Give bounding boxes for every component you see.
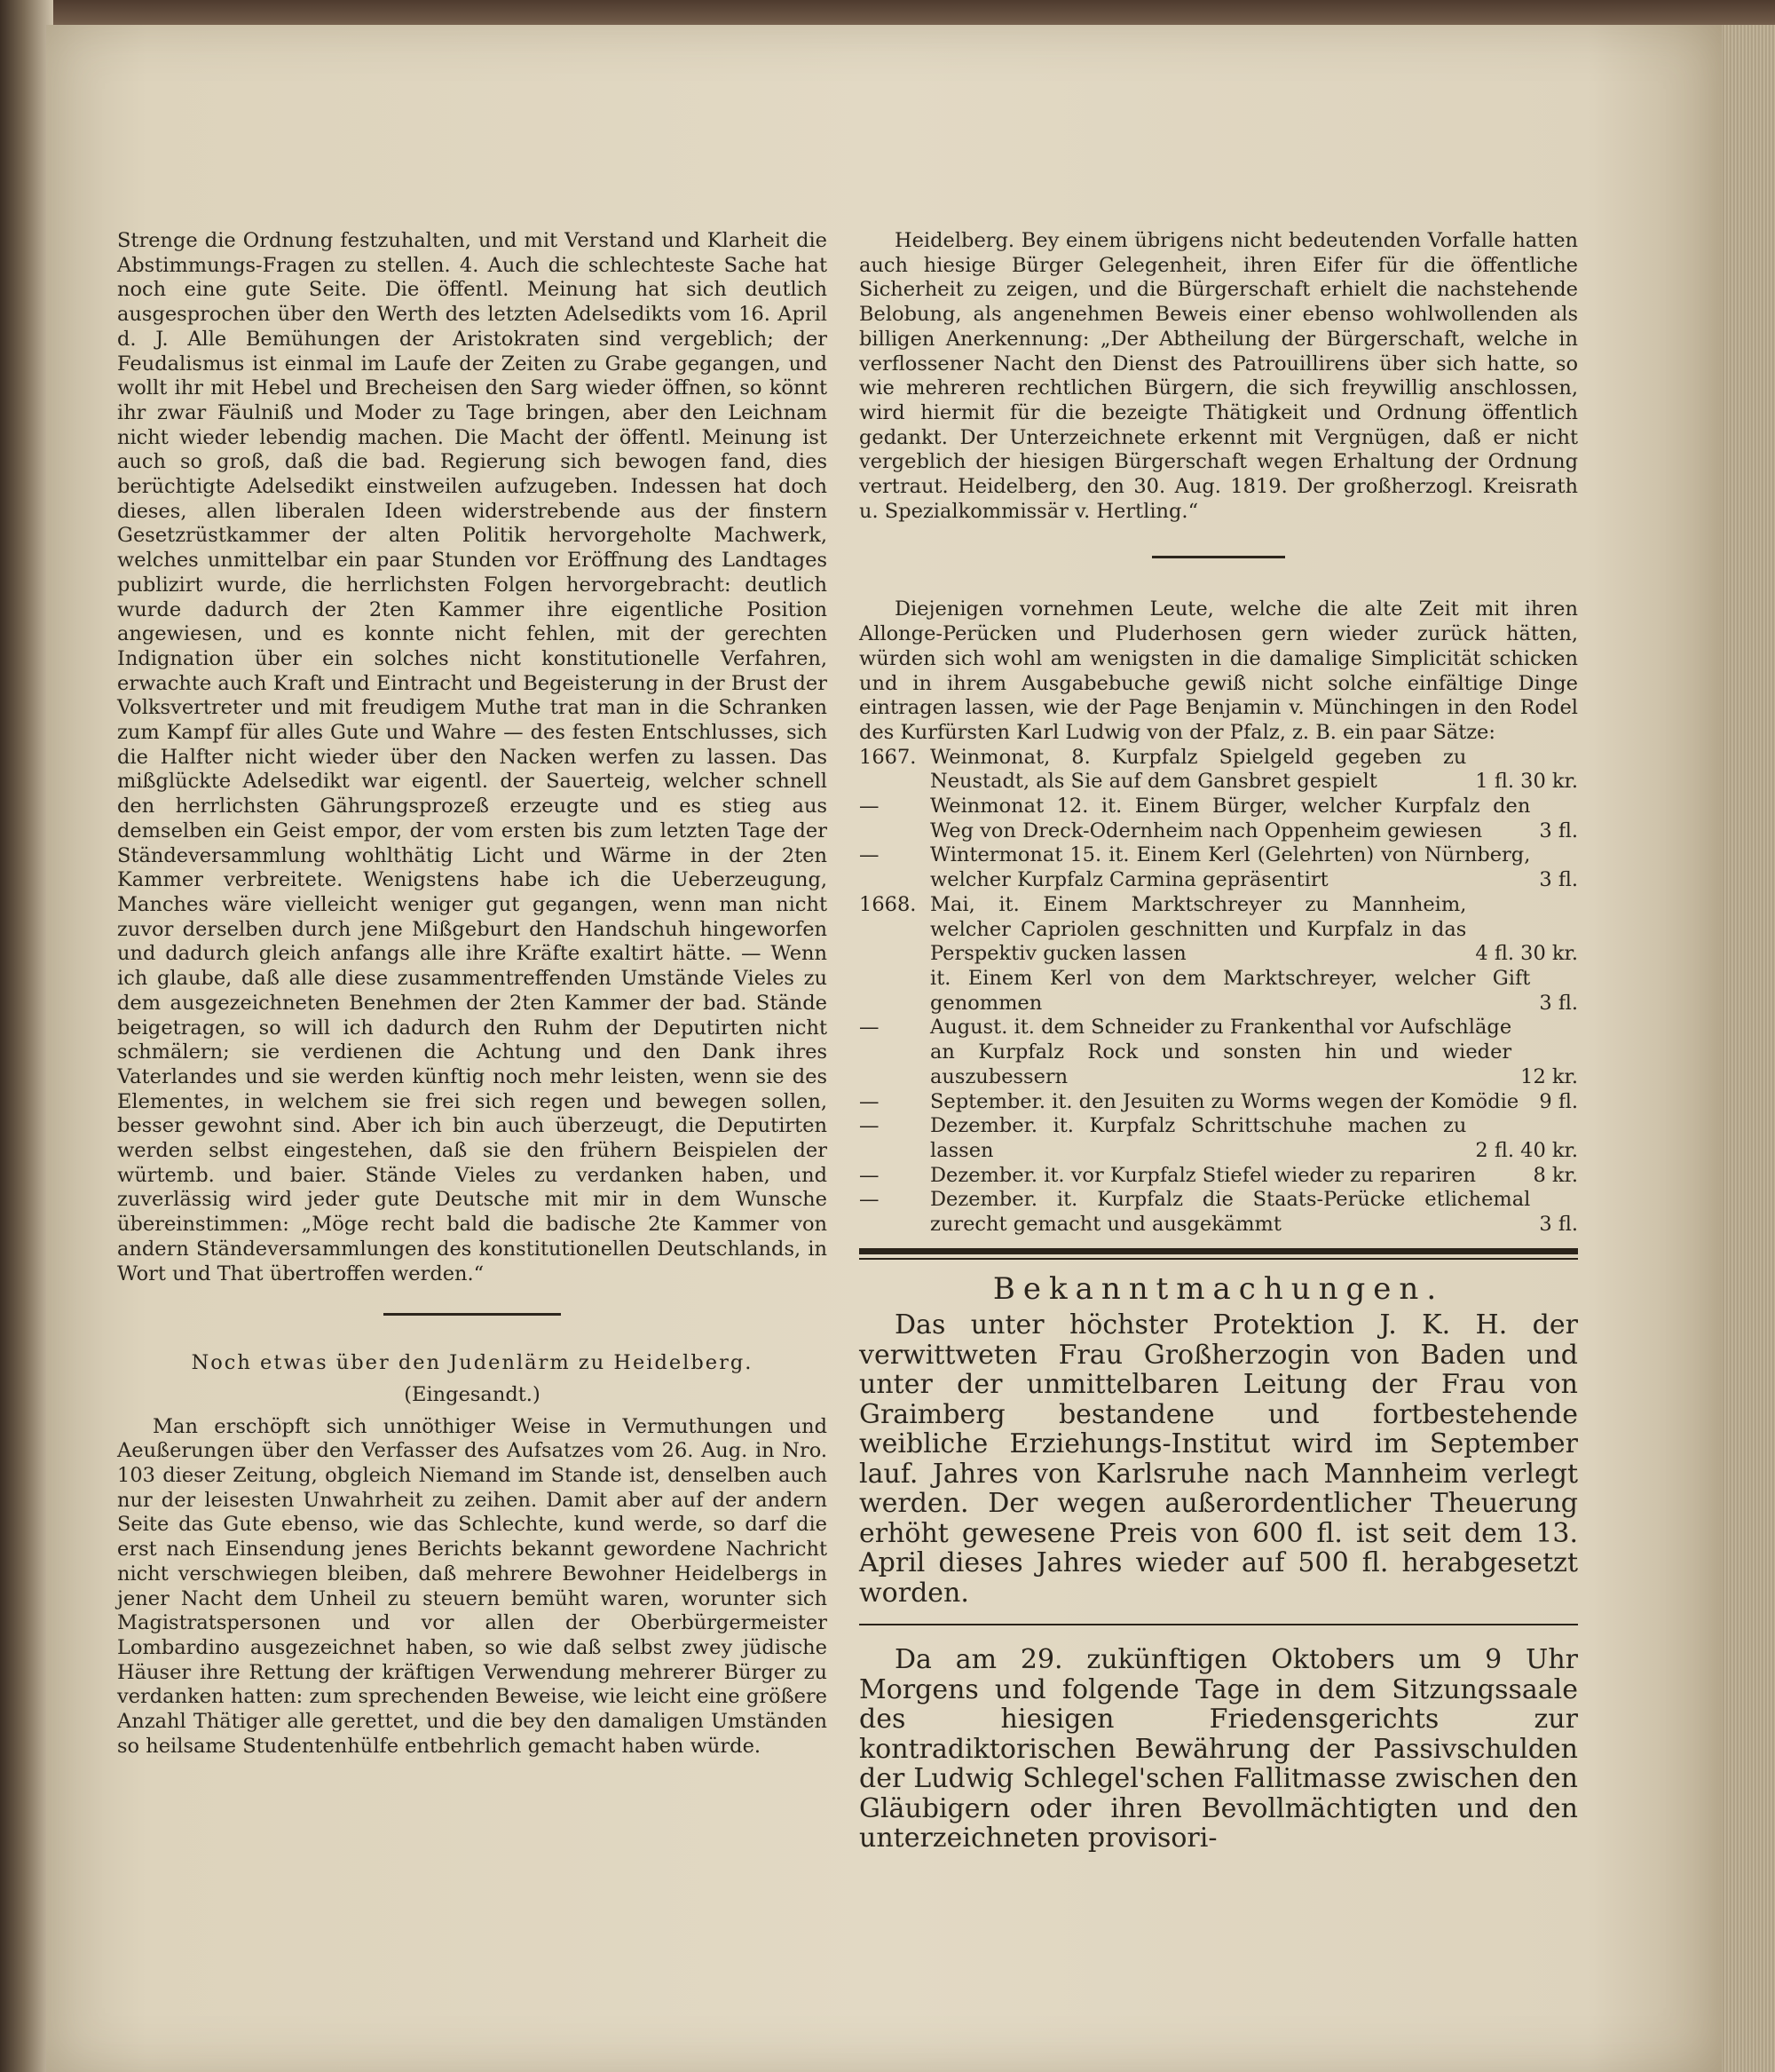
ledger-entry <box>859 746 1578 795</box>
ledger-price: 8 kr. <box>1533 1163 1578 1187</box>
ledger-lead: — <box>859 1016 880 1040</box>
section-divider <box>1152 556 1285 558</box>
ledger-lead: — <box>859 1188 880 1212</box>
ledger-entry <box>859 1164 1578 1189</box>
ledger-entry <box>859 967 1578 1016</box>
section-divider <box>383 1313 561 1316</box>
ledger-lead: — <box>859 795 880 819</box>
left-paragraph-2: Man erschöpft sich unnöthiger Weise in Vermuthungen und Aeußerungen über den Verfasser des Aufsatzes vom 26. Aug. in Nro. 103 dieser Zeitung, obgleich Niemand im Stande ist, denselben auch nur der leisesten Unwahrheit zu zeihen. Damit aber auf der andern Seite das Gute ebenso, wie das Schlechte, kund werde, so darf die erst nach Einsendung jenes Berichts bekannt gewordene Nachricht nicht verschwiegen bleiben, daß mehrere Bewohner Heidelbergs in jener Nacht dem Unheil zu steuern bemüht waren, worunter sich Magistratspersonen und vor allen der Oberbürgermeister Lombardino ausgezeichnet haben, so wie daß selbst zwey jüdische Häuser ihre Rettung der kräftigen Verwendung mehrerer Bürger zu verdanken hatten: zum sprechenden Beweise, wie leicht eine größere Anzahl Thätiger alle gerettet, und die bey den damaligen Umständen so heilsame Studentenhülfe entbehrlich gemacht haben würde. <box>117 1414 827 1758</box>
ledger-entry <box>859 795 1578 843</box>
ledger-price: 12 kr. <box>1520 1064 1578 1088</box>
announcements-heading: Bekanntmachungen. <box>992 1270 1445 1307</box>
ledger-price: 3 fl. <box>1539 819 1578 842</box>
ledger-text: it. Einem Kerl von dem Marktschreyer, welcher Gift genommen <box>930 966 1531 1015</box>
ledger-text: Dezember. it. Kurpfalz die Staats-Perücke etlichemal zurecht gemacht und ausgekämmt <box>930 1188 1531 1237</box>
notice-court: Da am 29. zukünftigen Oktobers um 9 Uhr Morgens und folgende Tage in dem Sitzungssaale des hiesigen Friedensgerichts zur kontradiktorischen Bewährung der Passivschulden der Ludwig Schlegel'schen Fallitmasse zwischen den Gläubigern oder ihren Bevollmächtigten und den unterzeichneten provisori- <box>859 1644 1578 1855</box>
anecdote-intro: Diejenigen vornehmen Leute, welche die alte Zeit mit ihren Allonge-Perücken und Pluderhosen gern wieder zurück hätten, würden sich wohl am wenigsten in die damalige Simplicität schicken und in ihrem Ausgabebuche gewiß nicht solche einfältige Dinge eintragen lassen, wie der Page Benjamin v. Münchingen in den Rodel des Kurfürsten Karl Ludwig von der Pfalz, z. B. ein paar Sätze: <box>859 597 1578 744</box>
ledger-entry <box>859 1114 1578 1163</box>
left-paragraph-1: Strenge die Ordnung festzuhalten, und mit Verstand und Klarheit die Abstimmungs-Fragen zu stellen. 4. Auch die schlechteste Sache hat noch eine gute Seite. Die öffentl. Meinung hat sich deutlich ausgesprochen über den Werth des letzten Adelsedikts vom 16. April d. J. Alle Bemühungen der Aristokraten sind vergeblich; der Feudalismus ist einmal im Laufe der Zeiten zu Grabe gegangen, und wollt ihr mit Hebel und Brecheisen den Sarg wieder öffnen, so könnt ihr zwar Fäulniß und Moder zu Tage bringen, aber den Leichnam nicht wieder lebendig machen. Die Macht der öffentl. Meinung ist auch so groß, daß die bad. Regierung sich bewogen fand, dies berüchtigte Adelsedikt einstweilen aufzugeben. Indessen hat doch dieses, allen liberalen Ideen widerstrebende aus der finstern Gesetzrüstkammer der alten Politik hervorgeholte Machwerk, welches unmittelbar ein paar Stunden vor Eröffnung des Landtages publizirt wurde, die herrlichsten Folgen hervorgebracht: deutlich wurde dadurch der 2ten Kammer ihre eigentliche Position angewiesen, und es konnte nicht fehlen, mit der gerechten Indignation über ein solches nicht konstitutionelle Verfahren, erwachte auch Kraft und Eintracht und Begeisterung in der Brust der Volksvertreter und mit freudigem Muthe trat man in die Schranken zum Kampf für alles Gute und Wahre — des festen Entschlusses, sich die Halfter nicht wieder über den Nacken werfen zu lassen. Das mißglückte Adelsedikt war eigentl. der Sauerteig, welcher schnell den herrlichsten Gährungsprozeß erzeugte und es stieg aus demselben ein Geist empor, der vom ersten bis zum letzten Tage der Ständeversammlung wohlthätig Licht und Wärme in der 2ten Kammer verbreitete. Wenigstens habe ich die Ueberzeugung, Manches wäre vielleicht weniger gut gegangen, wenn man nicht zuvor derselben durch jene Mißgeburt den Handschuh hingeworfen und dadurch gleich anfangs alle ihre Kräfte exaltirt hätte. — Wenn ich glaube, daß alle diese zusammentreffenden Umstände Vieles zu dem ausgezeichneten Benehmen der 2ten Kammer der bad. Stände beigetragen, so will ich dadurch den Ruhm der Deputirten nicht schmälern; sie verdienen die Achtung und den Dank ihres Vaterlandes und sie werden künftig noch mehr leisten, wenn sie des Elementes, in welchem sie frei sich regen und bewegen sollen, besser gewohnt sind. Aber ich bin auch überzeugt, die Deputirten werden selbst eingestehen, daß sie den frühern Beispielen der würtemb. und baier. Stände Vieles zu verdanken haben, und zuverlässig wird jeder gute Deutsche mit mir in dem Wunsche übereinstimmen: „Möge recht bald die badische 2te Kammer von andern Ständeversammlungen des konstitutionellen Deutschlands, in Wort und That übertroffen werden.“ <box>117 229 827 1285</box>
right-column <box>859 229 1578 1854</box>
ledger-text: August. it. dem Schneider zu Frankenthal vor Aufschläge an Kurpfalz Rock und sonsten hin und wieder auszubessern <box>930 1016 1512 1088</box>
ledger-lead: 1668. <box>859 892 917 916</box>
ledger-price: 3 fl. <box>1539 868 1578 892</box>
ledger-text: Weinmonat, 8. Kurpfalz Spielgeld gegeben zu Neustadt, als Sie auf dem Gansbret gespielt <box>930 745 1467 794</box>
ledger-price: 4 fl. 30 kr. <box>1475 942 1578 966</box>
left-column <box>117 229 827 1759</box>
ledger-entry <box>859 893 1578 967</box>
ledger-list <box>859 746 1578 1238</box>
ledger-price: 1 fl. 30 kr. <box>1475 770 1578 794</box>
thin-rule <box>859 1258 1578 1260</box>
ledger-lead: — <box>859 843 880 867</box>
ledger-text: Mai, it. Einem Marktschreyer zu Mannheim, welcher Capriolen geschnitten und Kurpfalz in das Perspektiv gucken lassen <box>930 892 1467 966</box>
ledger-text: September. it. den Jesuiten zu Worms wegen der Komödie <box>930 1089 1519 1113</box>
article-title: Noch etwas über den Judenlärm zu Heidelberg. <box>191 1351 753 1375</box>
ledger-lead: — <box>859 1089 880 1113</box>
ledger-text: Dezember. it. vor Kurpfalz Stiefel wieder zu repariren <box>930 1163 1477 1187</box>
notice-institute: Das unter höchster Protektion J. K. H. der verwittweten Frau Großherzogin von Baden und unter der unmittelbaren Leitung der Frau von Graimberg bestandene und fortbestehende weibliche Erziehungs-Institut wird im September lauf. Jahres von Karlsruhe nach Mannheim verlegt werden. Der wegen außerordentlicher Theuerung erhöht gewesene Preis von 600 fl. ist seit dem 13. April dieses Jahres wieder auf 500 fl. herabgesetzt worden. <box>859 1309 1578 1609</box>
ledger-lead: 1667. <box>859 745 917 769</box>
ledger-price: 2 fl. 40 kr. <box>1475 1138 1578 1162</box>
ledger-price: 3 fl. <box>1539 991 1578 1015</box>
ledger-lead: — <box>859 1114 880 1138</box>
ledger-entry <box>859 843 1578 892</box>
heavy-rule <box>859 1248 1578 1254</box>
book-spine-edge <box>0 0 53 2072</box>
ledger-text: Dezember. it. Kurpfalz Schrittschuhe machen zu lassen <box>930 1114 1467 1162</box>
heidelberg-report: Heidelberg. Bey einem übrigens nicht bedeutenden Vorfalle hatten auch hiesige Bürger Gelegenheit, ihren Eifer für die öffentliche Sicherheit zu zeigen, und die Bürgerschaft erhielt die nachstehende Belobung, als angenehmen Beweis einer ebenso wohlwollenden als billigen Anerkennung: „Der Abtheilung der Bürgerschaft, welche in verflossener Nacht den Dienst des Patrouillirens über sich hatte, so wie mehreren rechtlichen Bürgern, die sich freywillig anschlossen, wird hiermit für die bezeigte Thätigkeit und Ordnung öffentlich gedankt. Der Unterzeichnete erkennt mit Vergnügen, daß er nicht vergeblich der hiesigen Bürgerschaft wegen Erhaltung der Ordnung vertraut. Heidelberg, den 30. Aug. 1819. Der großherzogl. Kreisrath u. Spezialkommissär v. Hertling.“ <box>859 229 1578 523</box>
ledger-entry <box>859 1188 1578 1237</box>
ledger-price: 3 fl. <box>1539 1213 1578 1237</box>
ledger-lead: — <box>859 1163 880 1187</box>
page-fore-edge <box>1722 25 1775 2072</box>
ledger-text: Weinmonat 12. it. Einem Bürger, welcher Kurpfalz den Weg von Dreck-Odernheim nach Oppenheim gewiesen <box>930 795 1531 842</box>
ledger-price: 9 fl. <box>1539 1089 1578 1113</box>
ledger-entry <box>859 1090 1578 1115</box>
article-subtitle: (Eingesandt.) <box>404 1382 540 1406</box>
notice-divider <box>859 1624 1578 1625</box>
ledger-text: Wintermonat 15. it. Einem Kerl (Gelehrten) von Nürnberg, welcher Kurpfalz Carmina gepräsentirt <box>930 843 1531 892</box>
ledger-entry <box>859 1016 1578 1089</box>
